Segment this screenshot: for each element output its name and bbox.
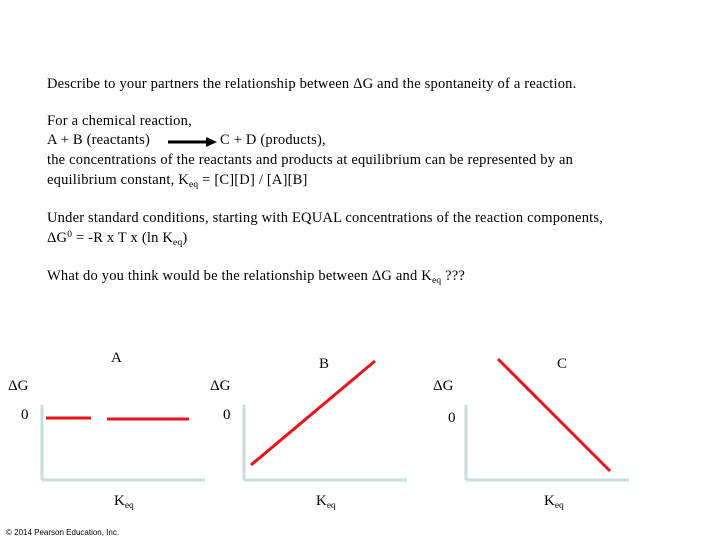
- graph-b-zero-label: 0: [223, 407, 231, 423]
- prompt-text: Describe to your partners the relationship between ΔG and the spontaneity of a reaction.: [47, 76, 577, 92]
- graph-b-plot: [237, 355, 407, 487]
- concentrations-text: the concentrations of the reactants and products at equilibrium can be represented by an: [47, 152, 574, 168]
- question-text: What do you think would be the relationship between ΔG and $K_{eq}$ ???: [47, 268, 466, 286]
- copyright-credit: © 2014 Pearson Education, Inc.: [6, 528, 120, 537]
- dg0-formula: $\Delta G^0 = -R$ x T x (ln $K_{eq}$): [47, 230, 188, 248]
- graph-a-plot: [35, 405, 205, 487]
- graph-a-x-axis-label: $K_{eq}$: [114, 493, 134, 511]
- graph-b-y-axis-label: ΔG: [210, 378, 231, 394]
- reactants-text: A + B (reactants): [47, 132, 150, 148]
- graph-c-plot: [459, 355, 629, 487]
- graph-a-label: A: [111, 350, 122, 366]
- keq-definition: equilibrium constant, $K_{eq} = [C][D] / [A][B]$: [47, 172, 308, 190]
- products-text: C + D (products),: [220, 132, 326, 148]
- reaction-arrow-icon: [168, 135, 218, 149]
- graph-b-trend-line: [251, 361, 375, 465]
- graph-c-x-axis-label: $K_{eq}$: [544, 493, 564, 511]
- graph-a-y-axis-label: ΔG: [8, 378, 29, 394]
- graph-c-zero-label: 0: [448, 410, 456, 426]
- graph-c-y-axis-label: ΔG: [433, 378, 454, 394]
- reaction-intro: For a chemical reaction,: [47, 113, 192, 129]
- graph-b-x-axis-label: $K_{eq}$: [316, 493, 336, 511]
- standard-conditions-text: Under standard conditions, starting with EQUAL concentrations of the reaction components,: [47, 210, 604, 226]
- graph-b-label: B: [319, 356, 330, 372]
- graph-a-zero-label: 0: [21, 407, 29, 423]
- graph-c-label: C: [557, 356, 568, 372]
- graph-c-trend-line: [498, 359, 610, 471]
